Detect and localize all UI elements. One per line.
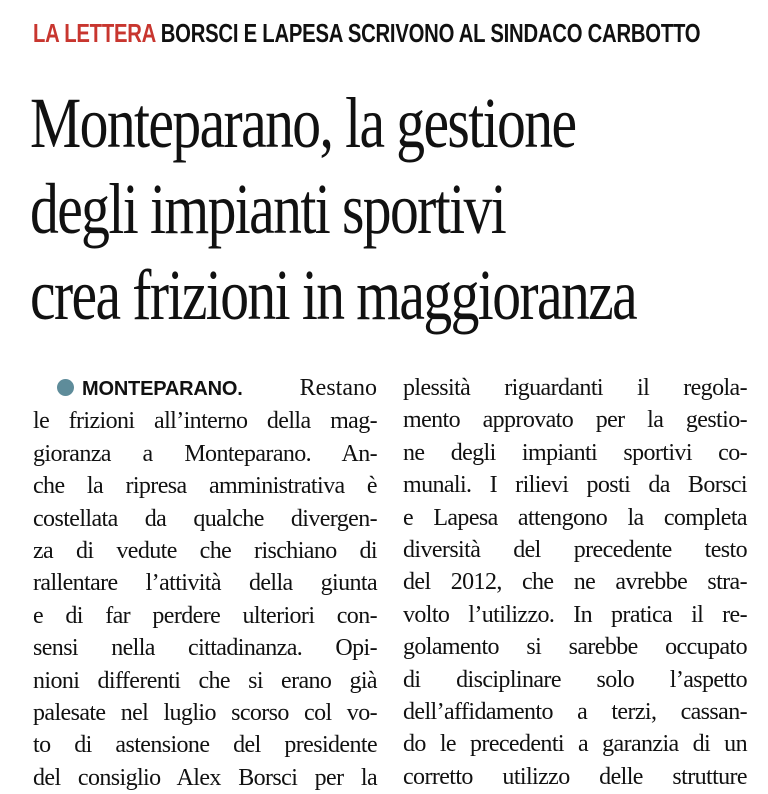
- text-line: costellata da qualche divergen-: [33, 505, 377, 532]
- text-line: volto l’utilizzo. In pratica il re-: [403, 601, 747, 628]
- dateline-group: [33, 372, 243, 405]
- text-line: za di vedute che rischiano di: [33, 538, 377, 565]
- kicker: [33, 18, 700, 48]
- text-line: e Lapesa attengono la completa: [403, 504, 747, 531]
- text-line: sensi nella cittadinanza. Opi-: [33, 635, 377, 662]
- text-line: palesate nel luglio scorso col vo-: [33, 700, 377, 727]
- headline: [30, 80, 637, 338]
- text-line: plessità riguardanti il regola-: [403, 375, 747, 401]
- dateline: MONTEPARANO.: [82, 378, 243, 400]
- kicker-topic: BORSCI E LAPESA SCRIVONO AL SINDACO CARBOTTO: [160, 18, 701, 48]
- article-column-right: [403, 372, 747, 794]
- text-line: munali. I rilievi posti da Borsci: [403, 472, 747, 499]
- text-line: nioni differenti che si erano già: [33, 667, 377, 694]
- text-line: mento approvato per la gestio-: [403, 407, 747, 434]
- text-line: rallentare l’attività della giunta: [33, 570, 377, 597]
- text-line: del 2012, che ne avrebbe stra-: [403, 569, 747, 596]
- headline-line: crea frizioni in maggioranza: [30, 255, 637, 335]
- text-line: ne degli impianti sportivi co-: [403, 439, 747, 466]
- text-line: e di far perdere ulteriori con-: [33, 602, 377, 629]
- bullet-dot-icon: [57, 379, 74, 396]
- headline-line: degli impianti sportivi: [30, 169, 506, 249]
- article-first-line: [33, 372, 377, 405]
- text-line: to di astensione del presidente: [33, 732, 377, 759]
- text-line: dell’affidamento a terzi, cassan-: [403, 699, 747, 726]
- article-body: [33, 372, 753, 794]
- text-line: le frizioni all’interno della mag-: [33, 408, 377, 435]
- text-line: diversità del precedente testo: [403, 537, 747, 564]
- headline-line: Monteparano, la gestione: [30, 83, 576, 163]
- article-column-left: [33, 372, 377, 794]
- text-line: del consiglio Alex Borsci per la: [33, 764, 377, 791]
- text-line: che la ripresa amministrativa è: [33, 473, 377, 500]
- text-line: gioranza a Monteparano. An-: [33, 440, 377, 467]
- kicker-label: LA LETTERA: [33, 18, 156, 48]
- text-line: corretto utilizzo delle strutture: [403, 763, 747, 790]
- first-line-text: Restano: [299, 375, 377, 401]
- text-line: di disciplinare solo l’aspetto: [403, 666, 747, 693]
- text-line: golamento si sarebbe occupato: [403, 634, 747, 661]
- text-line: do le precedenti a garanzia di un: [403, 731, 747, 758]
